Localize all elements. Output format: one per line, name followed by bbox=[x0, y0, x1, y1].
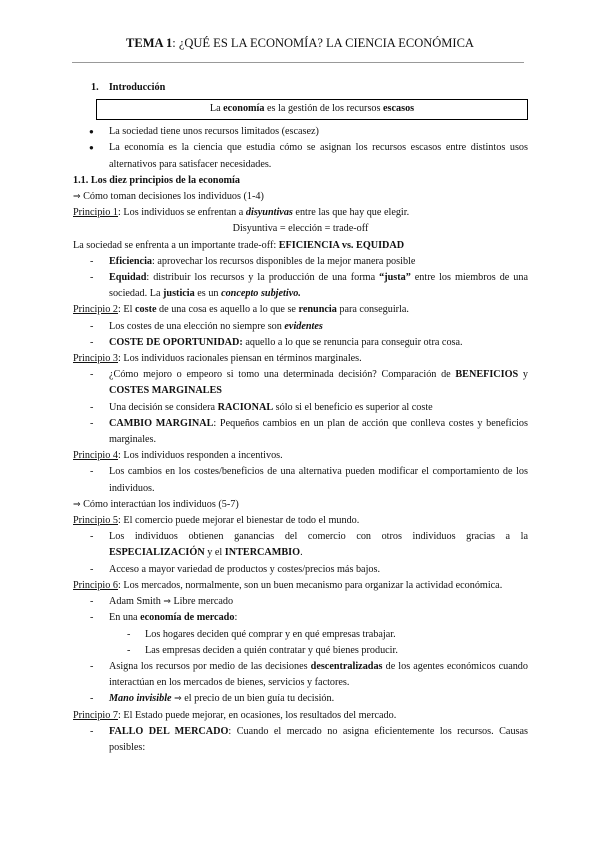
list-item: - Acceso a mayor variedad de productos y costes/precios más bajos. bbox=[73, 562, 528, 578]
arrow-icon: ⇒ bbox=[163, 597, 171, 608]
principle-7: Principio 7: El Estado puede mejorar, en ocasiones, los resultados del mercado. bbox=[73, 709, 397, 721]
list-item: - COSTE DE OPORTUNIDAD: aquello a lo que se renuncia para conseguir otra cosa. bbox=[73, 335, 528, 351]
list-item: - Mano invisible ⇒ el precio de un bien guía tu decisión. bbox=[73, 691, 528, 707]
list-item: - CAMBIO MARGINAL: Pequeños cambios en un plan de acción que conlleva costes y beneficios marginales. bbox=[73, 416, 528, 448]
list-item: ● La sociedad tiene unos recursos limitados (escasez) bbox=[73, 124, 528, 140]
principle-5: Principio 5: El comercio puede mejorar el bienestar de todo el mundo. bbox=[73, 515, 360, 527]
list-item: - Equidad: distribuir los recursos y la producción de una forma “justa” entre los miembros de una sociedad. La justicia es un concepto subjetivo. bbox=[73, 270, 528, 302]
page-title: TEMA 1: ¿QUÉ ES LA ECONOMÍA? LA CIENCIA ECONÓMICA bbox=[126, 36, 474, 50]
principle-3: Principio 3: Los individuos racionales piensan en términos marginales. bbox=[73, 353, 362, 365]
section-heading-principios: 1.1. Los diez principios de la economía bbox=[73, 174, 240, 186]
subheading-decisiones: ⇒ Cómo toman decisiones los individuos (1-4) bbox=[73, 191, 264, 203]
list-item: - En una economía de mercado: bbox=[73, 610, 528, 626]
principle-6: Principio 6: Los mercados, normalmente, son un buen mecanismo para organizar la actividad económica. bbox=[73, 579, 503, 591]
principle-1: Principio 1: Los individuos se enfrentan a disyuntivas entre las que hay que elegir. bbox=[73, 207, 410, 219]
list-item: - Adam Smith ⇒ Libre mercado bbox=[73, 594, 528, 610]
principle-4: Principio 4: Los individuos responden a incentivos. bbox=[73, 450, 283, 462]
formula: Disyuntiva = elección = trade-off bbox=[232, 223, 369, 235]
list-item: - Asigna los recursos por medio de las decisiones descentralizadas de los agentes económicos cuando interactúan en los mercados de bienes, servicios y factores. bbox=[73, 659, 528, 691]
bullet-list bbox=[73, 124, 528, 173]
list-item: - Una decisión se considera RACIONAL sólo si el beneficio es superior al coste bbox=[73, 400, 528, 416]
list-item: - Eficiencia: aprovechar los recursos disponibles de la mejor manera posible bbox=[73, 254, 528, 270]
tradeoff-line: La sociedad se enfrenta a un importante trade-off: EFICIENCIA vs. EQUIDAD bbox=[73, 239, 405, 251]
list-item: - Las empresas deciden a quién contratar y qué bienes producir. bbox=[73, 643, 528, 659]
definition-box: La economía es la gestión de los recursos escasos bbox=[96, 99, 528, 120]
list-item: - Los hogares deciden qué comprar y en qué empresas trabajar. bbox=[73, 627, 528, 643]
list-item: - Los costes de una elección no siempre son evidentes bbox=[73, 319, 528, 335]
header-divider bbox=[72, 62, 524, 63]
list-item: - Los cambios en los costes/beneficios de una alternativa pueden modificar el comportamiento de los individuos. bbox=[73, 464, 528, 496]
arrow-icon: ⇒ bbox=[174, 694, 182, 705]
list-item: ● La economía es la ciencia que estudia cómo se asignan los recursos escasos entre distintos usos alternativos para satisfacer necesidades. bbox=[73, 140, 528, 172]
list-item: - Los individuos obtienen ganancias del comercio con otros individuos gracias a la ESPECIALIZACIÓN y el INTERCAMBIO. bbox=[73, 529, 528, 561]
section-heading-introduccion: 1. Introducción bbox=[91, 82, 166, 93]
list-item: - ¿Cómo mejoro o empeoro si tomo una determinada decisión? Comparación de BENEFICIOS y COSTES MARGINALES bbox=[73, 367, 528, 399]
document-body bbox=[73, 80, 528, 756]
subheading-interaccion: ⇒ Cómo interactúan los individuos (5-7) bbox=[73, 498, 239, 510]
arrow-icon: ⇒ bbox=[73, 499, 81, 510]
list-item: - FALLO DEL MERCADO: Cuando el mercado no asigna eficientemente los recursos. Causas posibles: bbox=[73, 724, 528, 756]
arrow-icon: ⇒ bbox=[73, 192, 81, 203]
principle-2: Principio 2: El coste de una cosa es aquello a lo que se renuncia para conseguirla. bbox=[73, 304, 409, 316]
